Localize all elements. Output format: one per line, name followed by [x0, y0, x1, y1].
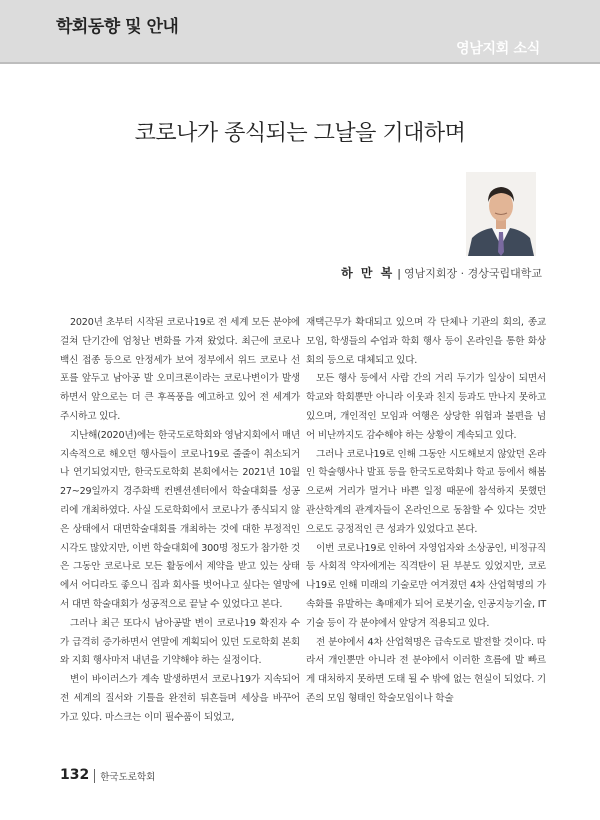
- region-label: 영남지회 소식: [456, 41, 540, 57]
- author-affiliation: 영남지회장 · 경상국립대학교: [403, 267, 542, 280]
- article-title: 코로나가 종식되는 그날을 기대하며: [134, 121, 466, 146]
- paragraph: 그러나 코로나19로 인해 그동안 시도해보지 않았던 온라인 학술행사나 발표 등을 한국도로학회나 학교 등에서 해봄으로써 거리가 멀거나 바쁜 일정 때문에 참석하지 못했던 관산학계의 관계자들이 온라인으로 동참할 수 있다는 것만으로도 긍정적인 큰 성과가 있었다고 본다.: [306, 448, 546, 535]
- author-separator: |: [397, 267, 401, 280]
- paragraph: 모든 행사 등에서 사람 간의 거리 두기가 일상이 되면서 학교와 학회뿐만 아니라 이웃과 친지 등과도 만나지 못하고 있으며, 개인적인 모임과 여행은 상당한 위험과 불편을 넘어 비난까지도 감수해야 하는 상황이 계속되고 있다.: [306, 373, 546, 441]
- paragraph: 변이 바이러스가 계속 발생하면서 코로나19가 지속되어 전 세계의 질서와 기틀을 완전히 뒤흔들며 세상을 바꾸어 가고 있다. 마스크는 이미 필수품이 되었고,: [60, 674, 300, 723]
- body-column-left: [60, 314, 300, 728]
- journal-name: 한국도로학회: [100, 772, 156, 783]
- paragraph: 이번 코로나19로 인하여 자영업자와 소상공인, 비정규직 등 사회적 약자에게는 직격탄이 된 부분도 있었지만, 코로나19로 인해 미래의 기술로만 여겨졌던 4차 산업혁명의 가속화를 유발하는 촉매제가 되어 로봇기술, 인공지능기술, IT기술 등이 각 분야에서 앞당겨 적용되고 있다.: [306, 542, 546, 629]
- author-name: 하 만 복: [341, 266, 395, 280]
- body-column-right: [306, 314, 546, 709]
- paragraph: 그러나 최근 또다시 남아공발 변이 코로나19 확진자 수가 급격히 증가하면서 연말에 계획되어 있던 도로학회 본회와 지회 행사마저 내년을 기약해야 하는 실정이다.: [60, 617, 300, 667]
- paragraph: 재택근무가 확대되고 있으며 각 단체나 기관의 회의, 종교 모임, 학생들의 수업과 학회 행사 등이 온라인을 통한 화상회의 등으로 대체되고 있다.: [306, 317, 546, 366]
- header-bar: [0, 0, 600, 62]
- page-footer: [60, 767, 155, 783]
- page-number: 132: [60, 767, 90, 783]
- paragraph: 전 분야에서 4차 산업혁명은 급속도로 발전할 것이다. 따라서 개인뿐만 아니라 전 분야에서 이러한 흐름에 발 빠르게 대처하지 못하면 도태 될 수 밖에 없는 현실이 되었다. 기존의 모임 형태인 학술모임이나 학술: [306, 636, 546, 704]
- footer-divider: [94, 769, 95, 783]
- section-title: 학회동향 및 안내: [56, 17, 179, 37]
- paragraph: 지난해(2020년)에는 한국도로학회와 영남지회에서 매년 지속적으로 해오던 행사들이 코로나19로 줄줄이 취소되거나 연기되었지만, 한국도로학회 본회에서는 2021년 10월27~29일까지 경주화백 컨벤션센터에서 학술대회를 성공리에 개최하였다. 사실 도로학회에서 코로나가 종식되지 않은 상태에서 대면학술대회를 개최하는 것에 대한 부정적인 시각도 많았지만, 이번 학술대회에 300명 정도가 참가한 것은 그동안 코로나로 모든 활동에서 제약을 받고 있는 상태에서 어디라도 좋으니 집과 회사를 벗어나고 싶다는 열망에서 대면 학술대회가 성공적으로 끝날 수 있었다고 본다.: [60, 429, 300, 610]
- author-line: [341, 264, 542, 281]
- header-divider: [0, 62, 600, 64]
- paragraph: 2020년 초부터 시작된 코로나19로 전 세계 모든 분야에 걸쳐 단기간에 엄청난 변화를 가져 왔었다. 최근에 코로나백신 접종 등으로 안정세가 보여 정부에서 위드 코로나 선포를 앞두고 남아공 발 오미크론이라는 코로나변이가 발생하면서 앞으로는 더 큰 후폭풍을 예고하고 있어 전 세계가 주시하고 있다.: [60, 317, 300, 422]
- author-photo: [466, 172, 536, 256]
